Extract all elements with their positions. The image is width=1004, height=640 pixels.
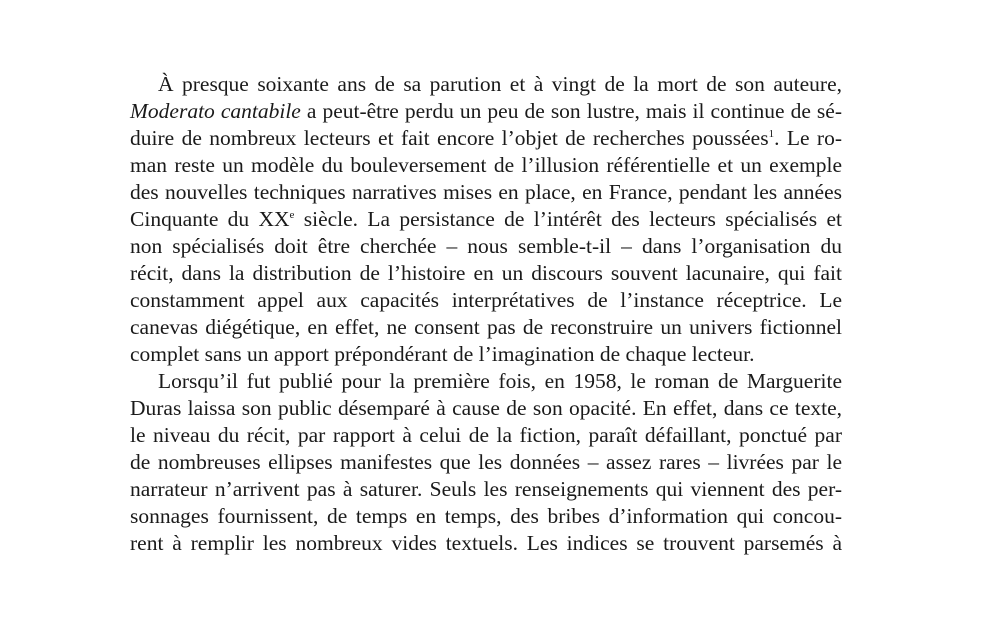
paragraph (130, 71, 842, 368)
text-line: man reste un modèle du bouleversement de l’illusion référentielle et un exemple (130, 153, 842, 177)
text-line: le niveau du récit, par rapport à celui de la fiction, paraît défaillant, ponctué par (130, 423, 842, 447)
text-line: duire de nombreux lecteurs et fait encore l’objet de recherches poussées$^1$. Le ro- (130, 126, 842, 150)
text-line: des nouvelles techniques narratives mises en place, en France, pendant les années (130, 180, 842, 204)
body-text (130, 71, 842, 557)
text-line: narrateur n’arrivent pas à saturer. Seuls les renseignements qui viennent des per- (130, 477, 842, 501)
text-line: récit, dans la distribution de l’histoire en un discours souvent lacunaire, qui fait (130, 261, 842, 285)
superscript-e: e (289, 208, 295, 221)
text-line: non spécialisés doit être cherchée – nous semble-t-il – dans l’organisation du (130, 234, 842, 258)
text-line: Lorsqu’il fut publié pour la première fois, en 1958, le roman de Marguerite (158, 369, 842, 393)
text-line: constamment appel aux capacités interprétatives de l’instance réceptrice. Le (130, 288, 842, 312)
text-line: canevas diégétique, en effet, ne consent pas de reconstruire un univers fictionnel (130, 315, 842, 339)
text-line: À presque soixante ans de sa parution et à vingt de la mort de son auteure, (158, 72, 842, 96)
text-line: Moderato cantabile a peut-être perdu un peu de son lustre, mais il continue de sé- (130, 99, 842, 123)
footnote-marker: 1 (768, 127, 775, 140)
text-line: rent à remplir les nombreux vides textuels. Les indices se trouvent parsemés à (130, 531, 842, 555)
paragraph (130, 368, 842, 557)
text-line: complet sans un apport prépondérant de l’imagination de chaque lecteur. (130, 342, 755, 366)
text-line: de nombreuses ellipses manifestes que les données – assez rares – livrées par le (130, 450, 842, 474)
text-line: Duras laissa son public désemparé à cause de son opacité. En effet, dans ce texte, (130, 396, 842, 420)
book-title: Moderato cantabile (130, 99, 301, 123)
text-line: Cinquante du XXe siècle. La persistance de l’intérêt des lecteurs spécialisés et (130, 207, 842, 231)
text-line: sonnages fournissent, de temps en temps, des bribes d’information qui concou- (130, 504, 842, 528)
